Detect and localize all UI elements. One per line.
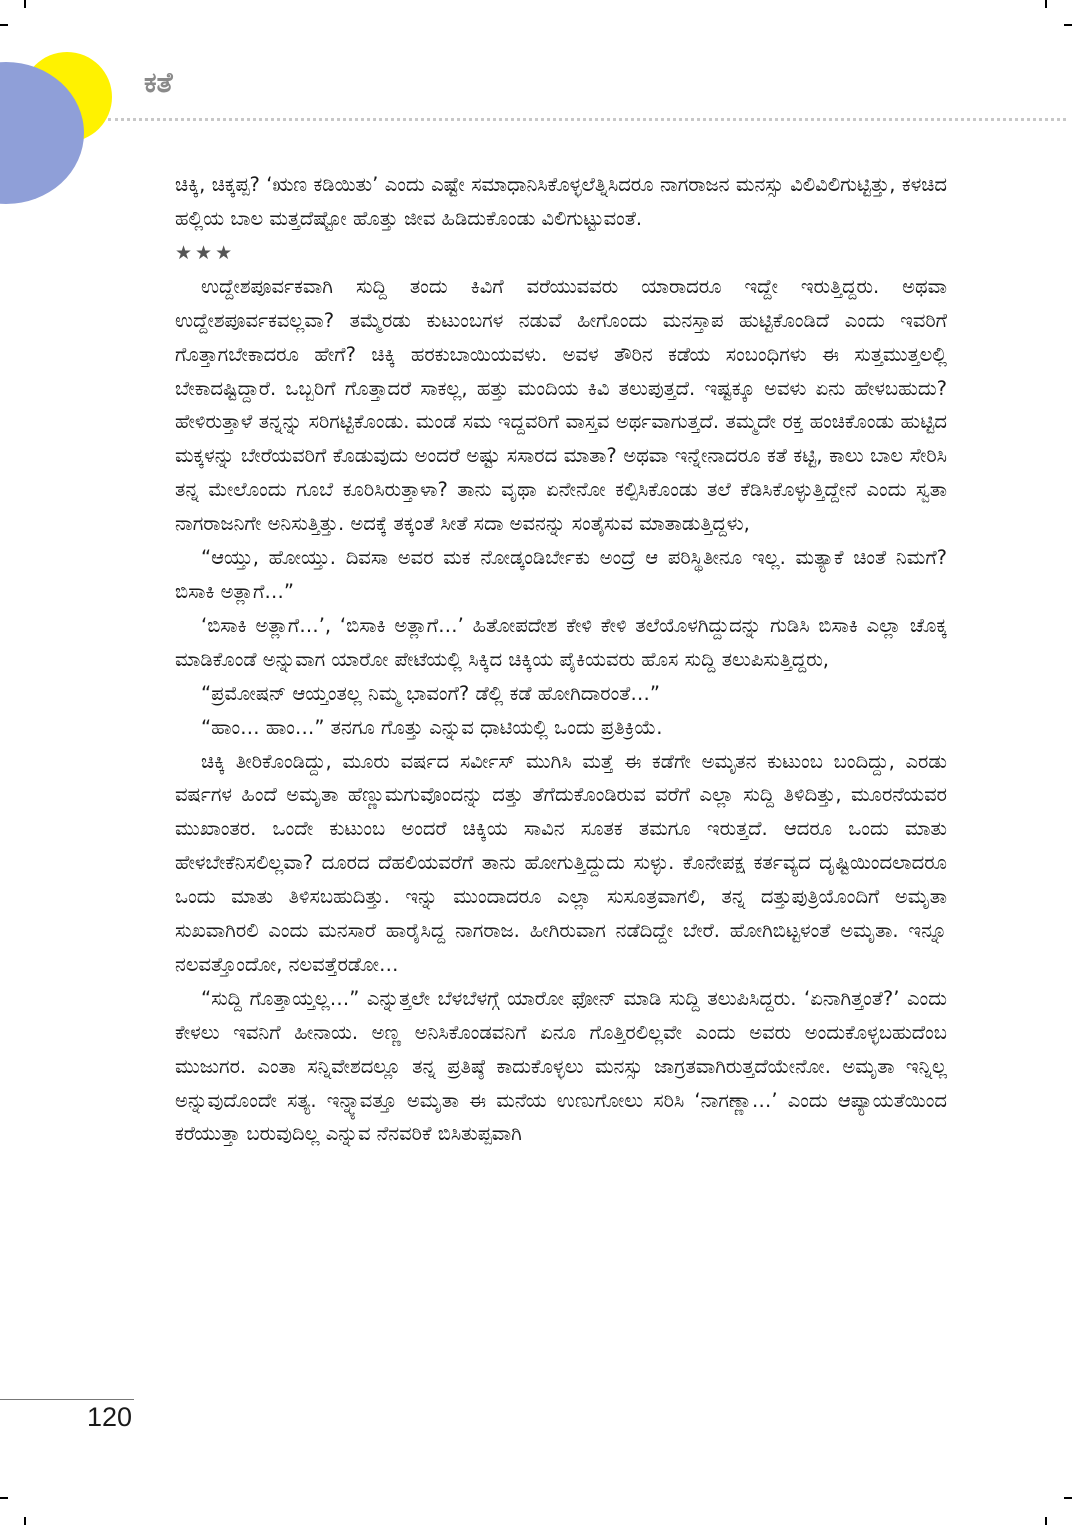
crop-mark (1045, 0, 1047, 8)
paragraph: “ಪ್ರಮೋಷನ್ ಆಯ್ತಂತಲ್ಲ ನಿಮ್ಮ ಭಾವಂಗೆ? ಡೆಲ್ಲಿ ಕಡೆ ಹೋಗಿದಾರಂತೆ…” (201, 681, 660, 705)
crop-mark (24, 1517, 26, 1525)
paragraph: ‘ಬಿಸಾಕಿ ಅತ್ಲಾಗೆ…’, ‘ಬಿಸಾಕಿ ಅತ್ಲಾಗೆ…’ ಹಿತೋಪದೇಶ ಕೇಳಿ ಕೇಳಿ ತಲೆಯೊಳಗಿದ್ದುದನ್ನು ಗುಡಿಸಿ ಬಿಸಾಕಿ ಎಲ್ಲಾ ಚೊಕ್ಕ ಮಾಡಿಕೊಂಡೆ ಅನ್ನುವಾಗ ಯಾರೋ ಪೇಟೆಯಲ್ಲಿ ಸಿಕ್ಕಿದ ಚಿಕ್ಕಿಯ ಪೈಕಿಯವರು ಹೊಸ ಸುದ್ದಿ ತಲುಪಿಸುತ್ತಿದ್ದರು, (175, 613, 947, 671)
section-title: ಕತೆ (144, 66, 173, 99)
section-separator-stars: ★★★ (175, 241, 236, 264)
paragraph: ಚಿಕ್ಕಿ ತೀರಿಕೊಂಡಿದ್ದು, ಮೂರು ವರ್ಷದ ಸರ್ವೀಸ್ ಮುಗಿಸಿ ಮತ್ತೆ ಈ ಕಡೆಗೇ ಅಮೃತನ ಕುಟುಂಬ ಬಂದಿದ್ದು, ಎರಡು ವರ್ಷಗಳ ಹಿಂದೆ ಅಮೃತಾ ಹೆಣ್ಣುಮಗುವೊಂದನ್ನು ದತ್ತು ತೆಗೆದುಕೊಂಡಿರುವ ವರೆಗೆ ಎಲ್ಲಾ ಸುದ್ದಿ ತಿಳಿದಿತ್ತು, ಮೂರನೆಯವರ ಮುಖಾಂತರ. ಒಂದೇ ಕುಟುಂಬ ಅಂದರೆ ಚಿಕ್ಕಿಯ ಸಾವಿನ ಸೂತಕ ತಮಗೂ ಇರುತ್ತದೆ. ಆದರೂ ಒಂದು ಮಾತು ಹೇಳಬೇಕೆನಿಸಲಿಲ್ಲವಾ? ದೂರದ ದೆಹಲಿಯವರೆಗೆ ತಾನು ಹೋಗುತ್ತಿದ್ದುದು ಸುಳ್ಳು. ಕೊನೇಪಕ್ಷ ಕರ್ತವ್ಯದ ದೃಷ್ಟಿಯಿಂದಲಾದರೂ ಒಂದು ಮಾತು ತಿಳಿಸಬಹುದಿತ್ತು. ಇನ್ನು ಮುಂದಾದರೂ ಎಲ್ಲಾ ಸುಸೂತ್ರವಾಗಲಿ, ತನ್ನ ದತ್ತುಪುತ್ರಿಯೊಂದಿಗೆ ಅಮೃತಾ ಸುಖವಾಗಿರಲಿ ಎಂದು ಮನಸಾರೆ ಹಾರೈಸಿದ್ದ ನಾಗರಾಜ. ಹೀಗಿರುವಾಗ ನಡೆದಿದ್ದೇ ಬೇರೆ. ಹೋಗಿಬಿಟ್ಟಳಂತೆ ಅಮೃತಾ. ಇನ್ನೂ ನಲವತ್ತೊಂದೋ, ನಲವತ್ತೆರಡೋ… (175, 749, 947, 976)
crop-mark (0, 1497, 8, 1499)
crop-mark (0, 24, 8, 26)
crop-mark (1045, 1517, 1047, 1525)
paragraph: “ಸುದ್ದಿ ಗೊತ್ತಾಯ್ತಲ್ಲ…” ಎನ್ನುತ್ತಲೇ ಬೆಳಬೆಳಗ್ಗೆ ಯಾರೋ ಫೋನ್ ಮಾಡಿ ಸುದ್ದಿ ತಲುಪಿಸಿದ್ದರು. ‘ಏನಾಗಿತ್ತಂತೆ?’ ಎಂದು ಕೇಳಲು ಇವನಿಗೆ ಹೀನಾಯ. ಅಣ್ಣ ಅನಿಸಿಕೊಂಡವನಿಗೆ ಏನೂ ಗೊತ್ತಿರಲಿಲ್ಲವೇ ಎಂದು ಅವರು ಅಂದುಕೊಳ್ಳಬಹುದೆಂಬ ಮುಜುಗರ. ಎಂತಾ ಸನ್ನಿವೇಶದಲ್ಲೂ ತನ್ನ ಪ್ರತಿಷ್ಠೆ ಕಾದುಕೊಳ್ಳಲು ಮನಸ್ಸು ಜಾಗ್ರತವಾಗಿರುತ್ತದೆಯೇನೋ. ಅಮೃತಾ ಇನ್ನಿಲ್ಲ ಅನ್ನುವುದೊಂದೇ ಸತ್ಯ. ಇನ್ನ್ಯಾವತ್ತೂ ಅಮೃತಾ ಈ ಮನೆಯ ಉಣುಗೋಲು ಸರಿಸಿ ‘ನಾಗಣ್ಣಾ…’ ಎಂದು ಆಪ್ಯಾಯತೆಯಿಂದ ಕರೆಯುತ್ತಾ ಬರುವುದಿಲ್ಲ ಎನ್ನುವ ನೆನವರಿಕೆ ಬಿಸಿತುಪ್ಪವಾಗಿ (175, 986, 947, 1146)
header-dotted-rule (108, 118, 1066, 121)
page-number: 120 (87, 1402, 133, 1432)
crop-mark (1064, 24, 1072, 26)
story-body (175, 168, 947, 1151)
crop-mark (24, 0, 26, 8)
paragraph: ಉದ್ದೇಶಪೂರ್ವಕವಾಗಿ ಸುದ್ದಿ ತಂದು ಕಿವಿಗೆ ವರೆಯುವವರು ಯಾರಾದರೂ ಇದ್ದೇ ಇರುತ್ತಿದ್ದರು. ಅಥವಾ ಉದ್ದೇಶಪೂರ್ವಕವಲ್ಲವಾ? ತಮ್ಮೆರಡು ಕುಟುಂಬಗಳ ನಡುವೆ ಹೀಗೊಂದು ಮನಸ್ತಾಪ ಹುಟ್ಟಿಕೊಂಡಿದೆ ಎಂದು ಇವರಿಗೆ ಗೊತ್ತಾಗಬೇಕಾದರೂ ಹೇಗೆ? ಚಿಕ್ಕಿ ಹರಕುಬಾಯಿಯವಳು. ಅವಳ ತೌರಿನ ಕಡೆಯ ಸಂಬಂಧಿಗಳು ಈ ಸುತ್ತಮುತ್ತಲಲ್ಲಿ ಬೇಕಾದಷ್ಟಿದ್ದಾರೆ. ಒಬ್ಬರಿಗೆ ಗೊತ್ತಾದರೆ ಸಾಕಲ್ಲ, ಹತ್ತು ಮಂದಿಯ ಕಿವಿ ತಲುಪುತ್ತದೆ. ಇಷ್ಟಕ್ಕೂ ಅವಳು ಏನು ಹೇಳಬಹುದು? ಹೇಳಿರುತ್ತಾಳೆ ತನ್ನನ್ನು ಸರಿಗಟ್ಟಿಕೊಂಡು. ಮಂಡೆ ಸಮ ಇದ್ದವರಿಗೆ ವಾಸ್ತವ ಅರ್ಥವಾಗುತ್ತದೆ. ತಮ್ಮದೇ ರಕ್ತ ಹಂಚಿಕೊಂಡು ಹುಟ್ಟಿದ ಮಕ್ಕಳನ್ನು ಬೇರೆಯವರಿಗೆ ಕೊಡುವುದು ಅಂದರೆ ಅಷ್ಟು ಸಸಾರದ ಮಾತಾ? ಅಥವಾ ಇನ್ನೇನಾದರೂ ಕತೆ ಕಟ್ಟಿ, ಕಾಲು ಬಾಲ ಸೇರಿಸಿ ತನ್ನ ಮೇಲೊಂದು ಗೂಬೆ ಕೂರಿಸಿರುತ್ತಾಳಾ? ತಾನು ವೃಥಾ ಏನೇನೋ ಕಲ್ಪಿಸಿಕೊಂಡು ತಲೆ ಕೆಡಿಸಿಕೊಳ್ಳುತ್ತಿದ್ದೇನೆ ಎಂದು ಸ್ವತಾ ನಾಗರಾಜನಿಗೇ ಅನಿಸುತ್ತಿತ್ತು. ಅದಕ್ಕೆ ತಕ್ಕಂತೆ ಸೀತೆ ಸದಾ ಅವನನ್ನು ಸಂತೈಸುವ ಮಾತಾಡುತ್ತಿದ್ದಳು, (175, 274, 947, 536)
crop-mark (1064, 1497, 1072, 1499)
paragraph: ಚಿಕ್ಕಿ, ಚಿಕ್ಕಪ್ಪ? ‘ಋಣ ಕಡಿಯಿತು’ ಎಂದು ಎಷ್ಟೇ ಸಮಾಧಾನಿಸಿಕೊಳ್ಳಲೆತ್ನಿಸಿದರೂ ನಾಗರಾಜನ ಮನಸ್ಸು ವಿಲಿವಿಲಿಗುಟ್ಟಿತ್ತು, ಕಳಚಿದ ಹಲ್ಲಿಯ ಬಾಲ ಮತ್ತದೆಷ್ಟೋ ಹೊತ್ತು ಜೀವ ಹಿಡಿದುಕೊಂಡು ವಿಲಿಗುಟ್ಟುವಂತೆ. (175, 173, 947, 230)
footer-rule (0, 1399, 134, 1400)
paragraph: “ಆಯ್ತು, ಹೋಯ್ತು. ದಿವಸಾ ಅವರ ಮಕ ನೋಡ್ಕಂಡಿರ್ಬೇಕು ಅಂದ್ರೆ ಆ ಪರಿಸ್ಥಿತೀನೂ ಇಲ್ಲ. ಮತ್ಯಾಕೆ ಚಿಂತೆ ನಿಮಗೆ? ಬಿಸಾಕಿ ಅತ್ಲಾಗೆ…” (175, 546, 947, 603)
paragraph: “ಹಾಂ… ಹಾಂ…” ತನಗೂ ಗೊತ್ತು ಎನ್ನುವ ಧಾಟಿಯಲ್ಲಿ ಒಂದು ಪ್ರತಿಕ್ರಿಯೆ. (201, 715, 663, 739)
